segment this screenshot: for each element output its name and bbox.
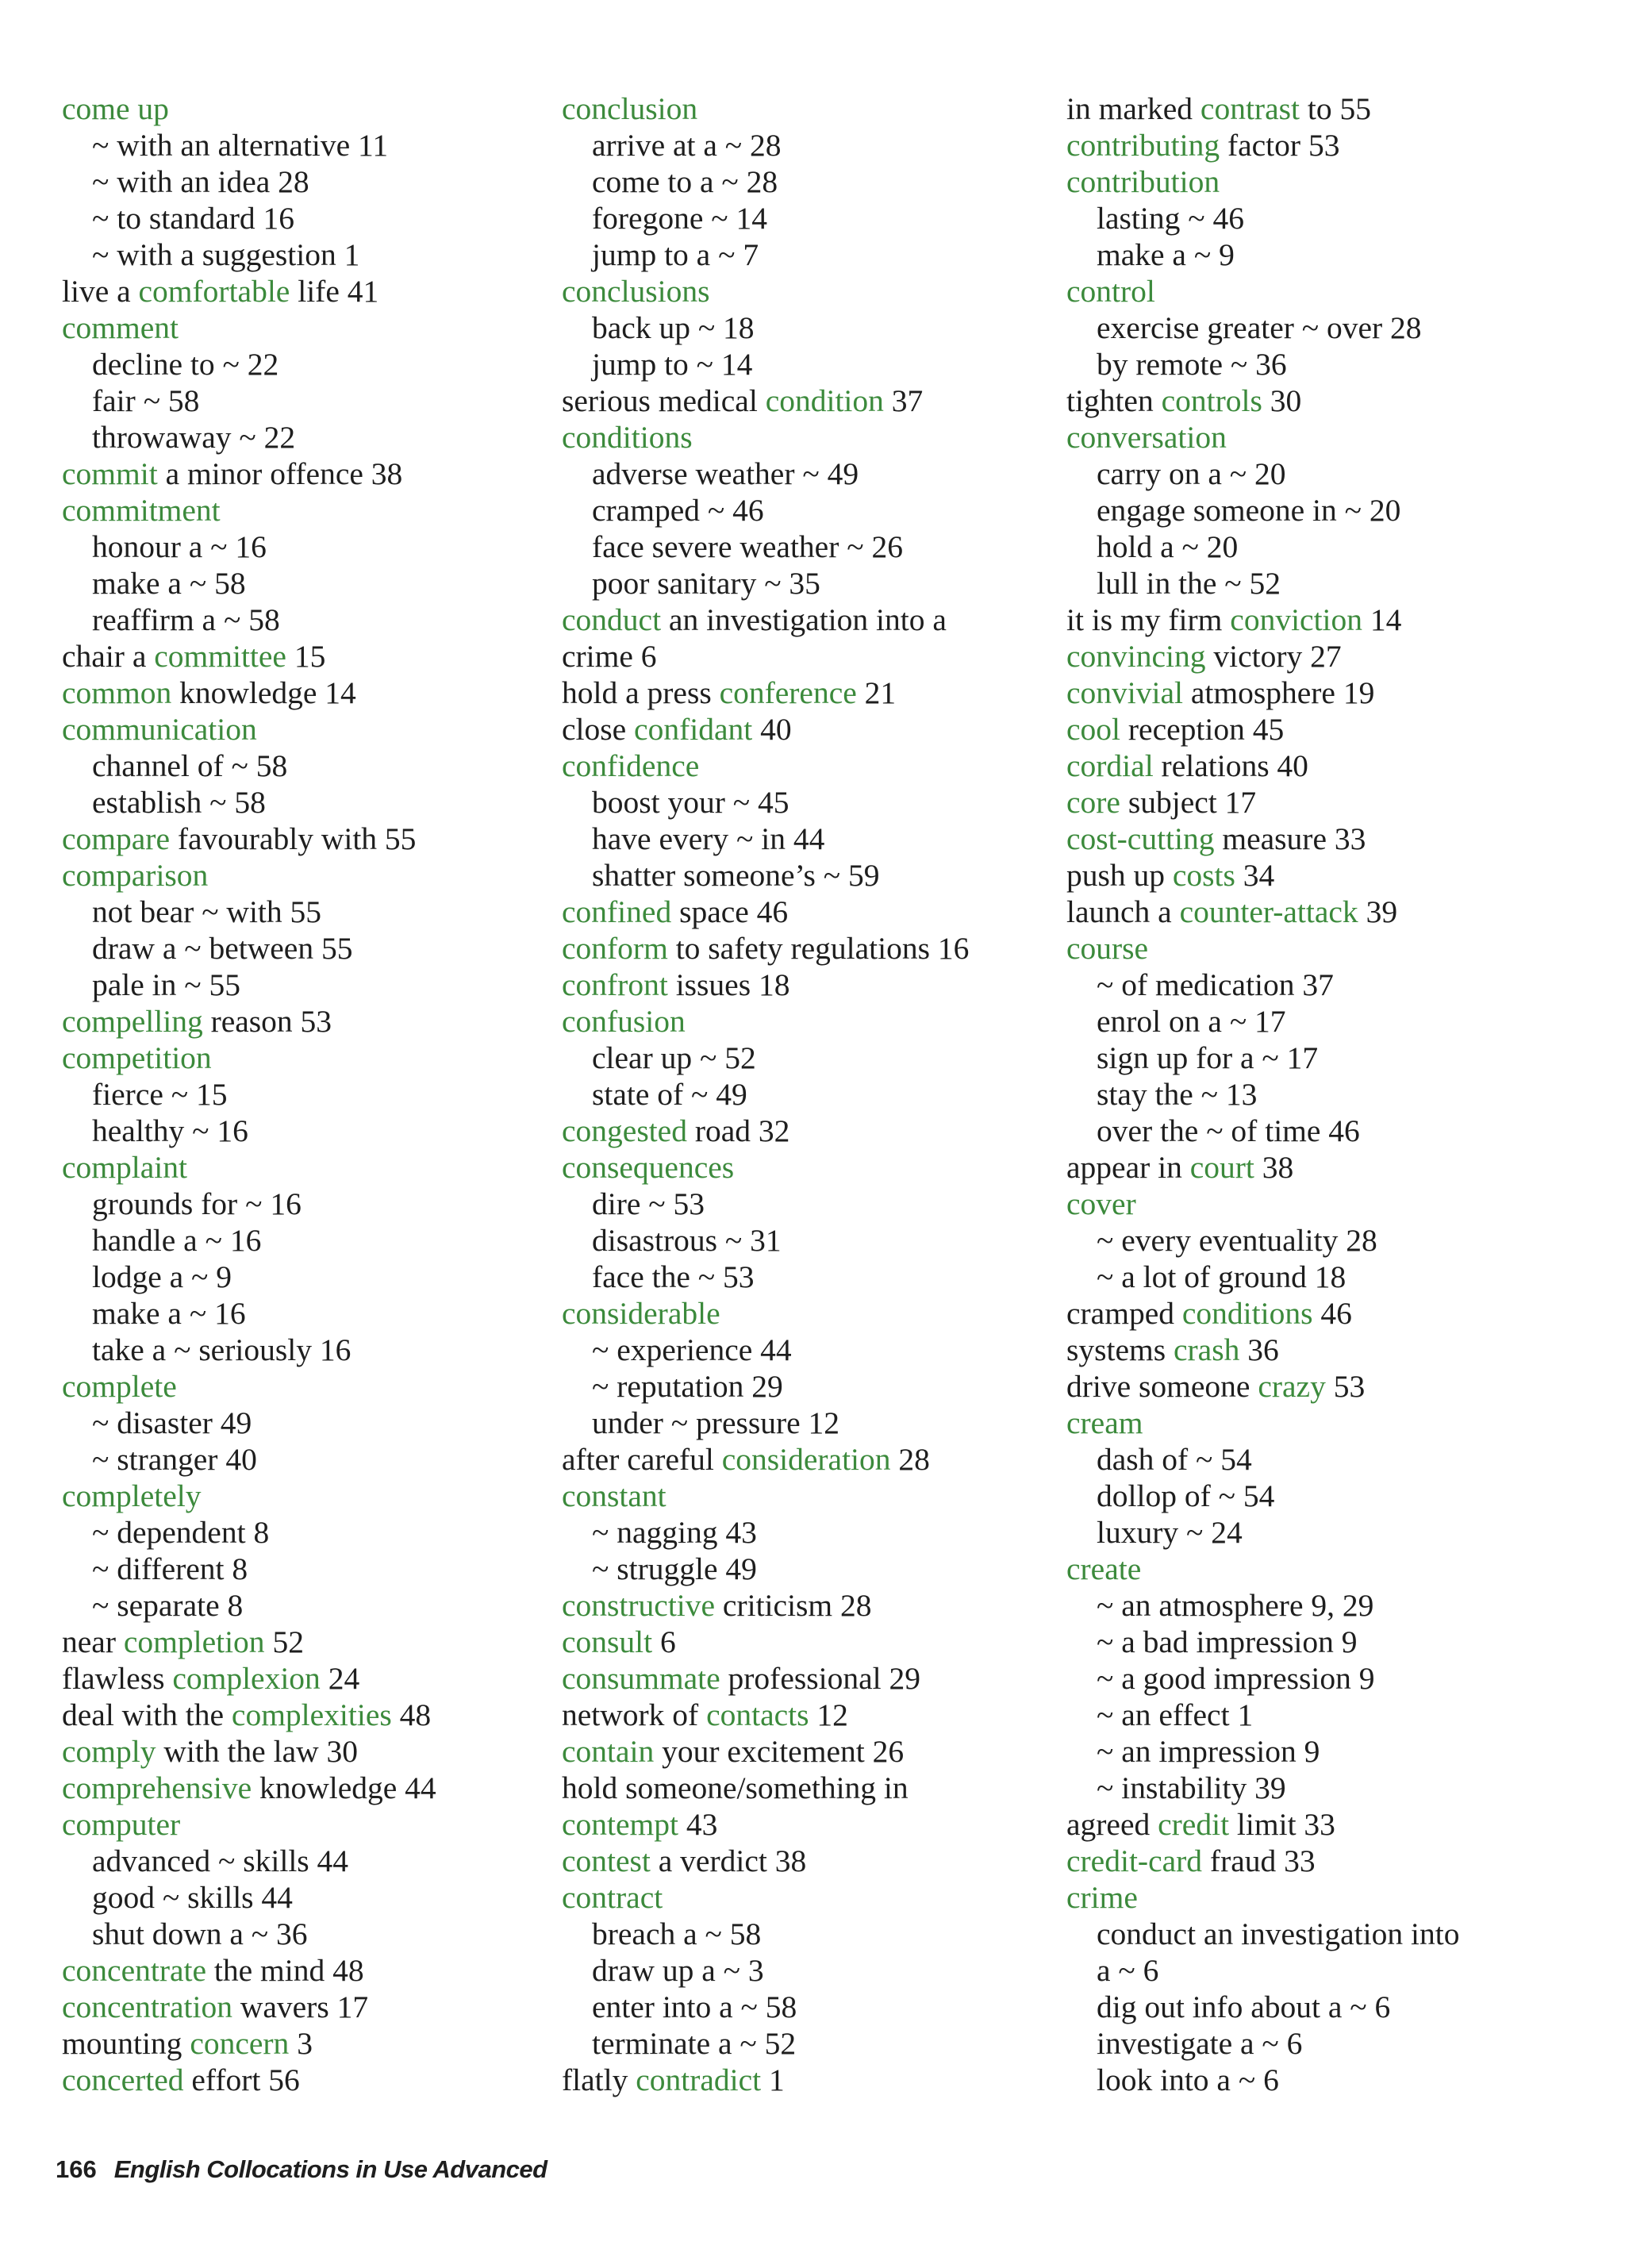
index-subentry: have every ~ in 44 [592,821,825,856]
index-subentry: ~ with an idea 28 [92,164,309,199]
index-subentry: shatter someone’s ~ 59 [592,858,880,893]
index-subentry: come to a ~ 28 [592,164,778,199]
entry-text: close [562,712,635,747]
index-entry [562,1733,969,1770]
index-entry [562,967,969,1003]
index-headword: complete [62,1369,177,1404]
index-headword: commitment [62,493,221,528]
entry-text: 30 [1262,383,1302,418]
index-subentry: enrol on a ~ 17 [1097,1004,1286,1039]
entry-headword: compare [62,821,170,856]
index-headword: contract [562,1880,663,1915]
entry-headword: conference [719,675,857,710]
index-subentry: handle a ~ 16 [92,1223,262,1258]
index-entry [562,1587,969,1624]
entry-headword: core [1066,785,1120,820]
index-subentry: terminate a ~ 52 [592,2026,797,2061]
index-headword: communication [62,712,257,747]
index-entry [62,2062,436,2098]
index-entry [562,1806,969,1843]
book-title: English Collocations in Use Advanced [113,2155,547,2183]
entry-headword: contradict [636,2062,762,2097]
index-headword: confidence [562,748,700,783]
index-subentry: ~ with a suggestion 1 [92,237,360,272]
index-headword: conclusions [562,274,710,309]
index-subentry: lasting ~ 46 [1097,201,1244,236]
index-entry [1066,1843,1459,1879]
index-subentry: sign up for a ~ 17 [1097,1040,1319,1075]
index-headword: consequences [562,1150,735,1185]
entry-text: 21 [856,675,897,710]
entry-text: with the law 30 [156,1734,358,1769]
entry-text: reception 45 [1120,712,1285,747]
entry-headword: comply [62,1734,156,1769]
entry-text: serious medical [562,383,766,418]
index-subentry: honour a ~ 16 [92,529,267,564]
entry-headword: consideration [721,1442,891,1477]
index-subentry: look into a ~ 6 [1097,2062,1279,2097]
index-subentry: shut down a ~ 36 [92,1916,308,1951]
index-headword: comparison [62,858,209,893]
entry-headword: consult [562,1624,653,1659]
entry-headword: conduct [562,602,662,637]
entry-text: mounting [62,2026,190,2061]
entry-headword: condition [765,383,884,418]
entry-headword: confidant [634,712,753,747]
index-subentry: clear up ~ 52 [592,1040,756,1075]
entry-text: victory 27 [1205,639,1342,674]
entry-text: tighten [1066,383,1162,418]
entry-headword: concern [190,2026,290,2061]
entry-text: 39 [1358,894,1398,929]
entry-headword: contacts [706,1697,809,1732]
index-entry [1066,821,1459,857]
index-entry [562,2062,969,2098]
entry-text: 43 [678,1807,718,1842]
index-entry [62,638,436,675]
index-entry: crime 6 [562,639,657,674]
entry-text: 48 [391,1697,432,1732]
entry-text: push up [1066,858,1173,893]
index-subentry: adverse weather ~ 49 [592,456,859,491]
index-entry [1066,894,1459,930]
index-entry [62,1624,436,1660]
index-subentry: reaffirm a ~ 58 [92,602,280,637]
entry-headword: convivial [1066,675,1183,710]
index-subentry: ~ disaster 49 [92,1405,252,1440]
entry-headword: controls [1161,383,1262,418]
index-entry [562,675,969,711]
entry-headword: consummate [562,1661,720,1696]
entry-text: 28 [890,1442,930,1477]
entry-headword: contributing [1066,128,1220,163]
entry-text: 1 [761,2062,785,2097]
page-number: 166 [56,2155,97,2183]
index-subentry: jump to a ~ 7 [592,237,759,272]
entry-headword: compelling [62,1004,203,1039]
entry-text: network of [562,1697,707,1732]
entry-text: hold a press [562,675,720,710]
entry-text: criticism 28 [715,1588,872,1623]
index-subentry: ~ stranger 40 [92,1442,257,1477]
index-subentry: draw a ~ between 55 [92,931,353,966]
index-subentry: fierce ~ 15 [92,1077,228,1112]
entry-text: drive someone [1066,1369,1258,1404]
entry-text: 34 [1235,858,1275,893]
entry-text: 37 [883,383,924,418]
index-headword: comment [62,310,179,345]
index-subentry: luxury ~ 24 [1097,1515,1243,1550]
index-entry [1066,1149,1459,1186]
index-subentry: jump to ~ 14 [592,347,753,382]
entry-headword: constructive [562,1588,716,1623]
index-subentry: healthy ~ 16 [92,1113,248,1148]
index-subentry: back up ~ 18 [592,310,755,345]
index-subentry: foregone ~ 14 [592,201,767,236]
entry-headword: comprehensive [62,1770,252,1805]
entry-text: to safety regulations 16 [667,931,970,966]
entry-headword: complexion [172,1661,321,1696]
entry-text: chair a [62,639,155,674]
index-headword: complaint [62,1150,187,1185]
entry-text: favourably with 55 [169,821,417,856]
page-footer [56,2155,547,2184]
index-headword: course [1066,931,1149,966]
entry-text: it is my firm [1066,602,1231,637]
index-subentry: draw up a ~ 3 [592,1953,764,1988]
entry-headword: contain [562,1734,655,1769]
index-subentry: establish ~ 58 [92,785,266,820]
entry-text: your excitement 26 [654,1734,905,1769]
index-subentry: good ~ skills 44 [92,1880,293,1915]
index-subentry: ~ of medication 37 [1097,967,1334,1002]
index-subentry: channel of ~ 58 [92,748,288,783]
index-entry [1066,638,1459,675]
entry-headword: concerted [62,2062,184,2097]
index-entry [62,1697,436,1733]
entry-text: cramped [1066,1296,1182,1331]
index-subentry: a ~ 6 [1097,1953,1159,1988]
index-headword: contribution [1066,164,1220,199]
entry-text: atmosphere 19 [1183,675,1375,710]
index-subentry: make a ~ 58 [92,566,246,601]
index-subentry: lodge a ~ 9 [92,1259,232,1294]
entry-text: appear in [1066,1150,1190,1185]
entry-text: knowledge 44 [252,1770,436,1805]
entry-text: 36 [1239,1332,1279,1367]
index-entry [1066,1332,1459,1368]
index-entry [562,894,969,930]
index-subentry: dollop of ~ 54 [1097,1478,1275,1513]
index-entry [1066,1368,1459,1405]
index-entry: hold someone/something in [562,1770,909,1805]
index-subentry: over the ~ of time 46 [1097,1113,1360,1148]
entry-text: agreed [1066,1807,1158,1842]
index-entry [562,1843,969,1879]
index-entry [1066,748,1459,784]
index-headword: constant [562,1478,667,1513]
index-subentry: ~ reputation 29 [592,1369,783,1404]
index-subentry: ~ a bad impression 9 [1097,1624,1358,1659]
entry-headword: credit [1158,1807,1230,1842]
entry-headword: comfortable [138,274,290,309]
index-headword: come up [62,91,169,126]
index-subentry: lull in the ~ 52 [1097,566,1281,601]
index-subentry: ~ an atmosphere 9, 29 [1097,1588,1374,1623]
entry-headword: contrast [1200,91,1300,126]
index-subentry: carry on a ~ 20 [1097,456,1286,491]
index-headword: create [1066,1551,1142,1586]
index-headword: conversation [1066,420,1227,455]
entry-text: subject 17 [1120,785,1257,820]
index-subentry: ~ to standard 16 [92,201,295,236]
index-subentry: face the ~ 53 [592,1259,755,1294]
entry-headword: committee [154,639,286,674]
index-subentry: ~ separate 8 [92,1588,244,1623]
index-entry [62,1003,436,1040]
index-entry [62,675,436,711]
entry-text: road 32 [686,1113,790,1148]
index-subentry: decline to ~ 22 [92,347,279,382]
index-subentry: ~ an impression 9 [1097,1734,1320,1769]
index-entry [1066,675,1459,711]
index-entry [62,1989,436,2025]
index-subentry: ~ a lot of ground 18 [1097,1259,1346,1294]
entry-headword: court [1189,1150,1254,1185]
index-entry [62,1770,436,1806]
index-subentry: dash of ~ 54 [1097,1442,1252,1477]
entry-text: 46 [1312,1296,1352,1331]
index-subentry: investigate a ~ 6 [1097,2026,1303,2061]
index-entry [562,1113,969,1149]
index-headword: considerable [562,1296,720,1331]
index-subentry: boost your ~ 45 [592,785,789,820]
entry-headword: confined [562,894,672,929]
index-headword: computer [62,1807,181,1842]
index-entry [1066,784,1459,821]
entry-headword: concentrate [62,1953,207,1988]
index-subentry: advanced ~ skills 44 [92,1843,349,1878]
entry-text: near [62,1624,124,1659]
index-subentry: make a ~ 9 [1097,237,1235,272]
entry-text: 14 [1362,602,1402,637]
index-subentry: pale in ~ 55 [92,967,241,1002]
entry-text: the mind 48 [206,1953,364,1988]
entry-text: 3 [289,2026,313,2061]
index-subentry: enter into a ~ 58 [592,1989,797,2024]
index-entry [62,456,436,492]
entry-headword: convincing [1066,639,1206,674]
entry-text: relations 40 [1153,748,1308,783]
entry-headword: cost-cutting [1066,821,1215,856]
index-subentry: ~ different 8 [92,1551,248,1586]
entry-headword: contest [562,1843,651,1878]
entry-headword: conviction [1230,602,1363,637]
entry-text: live a [62,274,139,309]
entry-headword: congested [562,1113,687,1148]
index-subentry: ~ with an alternative 11 [92,128,389,163]
entry-text: deal with the [62,1697,232,1732]
entry-text: 24 [320,1661,360,1696]
index-entry [562,382,969,419]
index-subentry: disastrous ~ 31 [592,1223,782,1258]
index-subentry: hold a ~ 20 [1097,529,1239,564]
entry-text: to 55 [1299,91,1371,126]
index-subentry: fair ~ 58 [92,383,200,418]
index-column-1 [62,90,436,2098]
entry-text: 40 [752,712,792,747]
index-subentry: ~ a good impression 9 [1097,1661,1375,1696]
entry-text: measure 33 [1214,821,1366,856]
index-subentry: poor sanitary ~ 35 [592,566,820,601]
index-entry [1066,1295,1459,1332]
entry-text: wavers 17 [232,1989,369,2024]
index-subentry: breach a ~ 58 [592,1916,762,1951]
index-entry [62,2025,436,2062]
index-entry [1066,1806,1459,1843]
entry-text: systems [1066,1332,1174,1367]
index-subentry: dire ~ 53 [592,1186,705,1221]
entry-text: a verdict 38 [650,1843,807,1878]
index-subentry: engage someone in ~ 20 [1097,493,1401,528]
index-entry [562,1660,969,1697]
index-subentry: ~ every eventuality 28 [1097,1223,1377,1258]
index-entry [562,930,969,967]
index-entry [562,1624,969,1660]
index-subentry: ~ experience 44 [592,1332,792,1367]
index-headword: conclusion [562,91,698,126]
entry-text: launch a [1066,894,1180,929]
index-headword: completely [62,1478,202,1513]
index-subentry: exercise greater ~ over 28 [1097,310,1422,345]
entry-headword: commit [62,456,158,491]
index-entry [562,602,969,638]
index-entry [62,273,436,309]
entry-text: 53 [1325,1369,1366,1404]
index-subentry: not bear ~ with 55 [92,894,322,929]
index-subentry: conduct an investigation into [1097,1916,1460,1951]
entry-text: knowledge 14 [171,675,356,710]
entry-text: limit 33 [1229,1807,1335,1842]
entry-headword: confront [562,967,668,1002]
index-column-2 [562,90,969,2098]
entry-text: issues 18 [667,967,790,1002]
entry-headword: conform [562,931,668,966]
index-entry [1066,857,1459,894]
index-entry [562,1697,969,1733]
index-subentry: face severe weather ~ 26 [592,529,903,564]
index-subentry: ~ instability 39 [1097,1770,1286,1805]
index-headword: cream [1066,1405,1143,1440]
entry-text: 38 [1254,1150,1294,1185]
index-entry [1066,711,1459,748]
entry-headword: costs [1172,858,1235,893]
index-subentry: ~ dependent 8 [92,1515,270,1550]
entry-text: life 41 [290,274,379,309]
index-subentry: cramped ~ 46 [592,493,764,528]
index-entry [62,1952,436,1989]
entry-text: in marked [1066,91,1201,126]
entry-headword: conditions [1181,1296,1313,1331]
index-subentry: stay the ~ 13 [1097,1077,1258,1112]
index-headword: control [1066,274,1155,309]
index-subentry: ~ struggle 49 [592,1551,757,1586]
index-headword: confusion [562,1004,686,1039]
index-subentry: grounds for ~ 16 [92,1186,302,1221]
entry-text: 12 [809,1697,848,1732]
index-entry [62,1733,436,1770]
index-headword: cover [1066,1186,1136,1221]
index-subentry: under ~ pressure 12 [592,1405,840,1440]
entry-headword: cordial [1066,748,1154,783]
index-subentry: dig out info about a ~ 6 [1097,1989,1391,2024]
entry-text: factor 53 [1220,128,1340,163]
entry-text: effort 56 [183,2062,300,2097]
index-subentry: take a ~ seriously 16 [92,1332,352,1367]
index-entry [562,1441,969,1478]
entry-headword: cool [1066,712,1121,747]
index-entry [562,711,969,748]
index-entry [1066,90,1459,127]
entry-text: 52 [264,1624,304,1659]
index-headword: conditions [562,420,693,455]
entry-headword: common [62,675,172,710]
index-subentry: ~ an effect 1 [1097,1697,1254,1732]
entry-text: an investigation into a [661,602,947,637]
entry-text: a minor offence 38 [157,456,403,491]
entry-headword: counter-attack [1179,894,1358,929]
index-subentry: state of ~ 49 [592,1077,747,1112]
entry-text: after careful [562,1442,722,1477]
index-entry [62,1660,436,1697]
entry-text: flawless [62,1661,173,1696]
index-subentry: ~ nagging 43 [592,1515,757,1550]
index-subentry: make a ~ 16 [92,1296,246,1331]
entry-headword: complexities [231,1697,392,1732]
entry-headword: crazy [1258,1369,1326,1404]
index-entry [1066,382,1459,419]
index-subentry: by remote ~ 36 [1097,347,1287,382]
index-subentry: arrive at a ~ 28 [592,128,782,163]
entry-text: 15 [286,639,326,674]
entry-text: fraud 33 [1202,1843,1316,1878]
index-entry [1066,127,1459,163]
entry-headword: concentration [62,1989,232,2024]
index-headword: competition [62,1040,212,1075]
index-headword: crime [1066,1880,1138,1915]
entry-text: flatly [562,2062,636,2097]
index-column-3 [1066,90,1459,2098]
index-subentry: throwaway ~ 22 [92,420,296,455]
entry-headword: contempt [562,1807,678,1842]
entry-text: 6 [652,1624,676,1659]
index-entry [1066,602,1459,638]
entry-headword: credit-card [1066,1843,1203,1878]
entry-text: professional 29 [720,1661,920,1696]
entry-text: space 46 [671,894,789,929]
entry-headword: completion [123,1624,265,1659]
entry-headword: crash [1173,1332,1240,1367]
index-entry [62,821,436,857]
entry-text: reason 53 [202,1004,332,1039]
